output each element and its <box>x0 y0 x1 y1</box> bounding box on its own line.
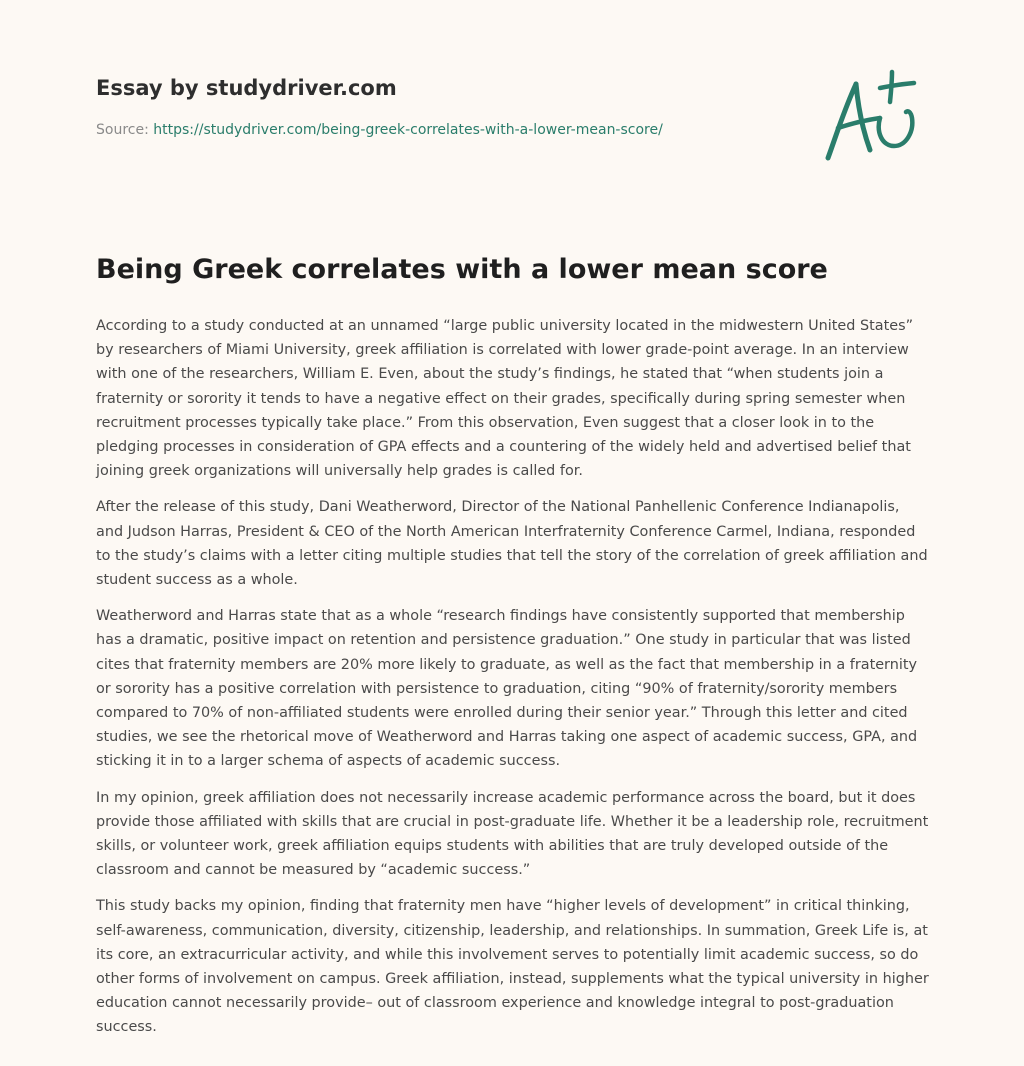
essay-body <box>96 314 930 1052</box>
source-link[interactable]: https://studydriver.com/being-greek-correlates-with-a-lower-mean-score/ <box>153 122 663 138</box>
essay-paragraph: Weatherword and Harras state that as a whole “research findings have consistently supported that membership has a dramatic, positive impact on retention and persistence graduation.” One study in particular that was listed cites that fraternity members are 20% more likely to graduate, as well as the fact that membership in a fraternity or sorority has a positive correlation with persistence to graduation, citing “90% of fraternity/sorority members compared to 70% of non-affiliated students were enrolled during their senior year.” Through this letter and cited studies, we see the rhetorical move of Weatherword and Harras taking one aspect of academic success, GPA, and sticking it in to a larger schema of aspects of academic success. <box>96 608 918 770</box>
page-header <box>96 76 796 138</box>
source-line <box>96 122 796 138</box>
essay-paragraph: In my opinion, greek affiliation does not necessarily increase academic performance across the board, but it does provide those affiliated with skills that are crucial in post-graduate life. Whether it be a leadership role, recruitment skills, or volunteer work, greek affiliation equips students with abilities that are truly developed outside of the classroom and cannot be measured by “academic success.” <box>96 789 929 879</box>
essay-paragraph: According to a study conducted at an unnamed “large public university located in the midwestern United States” by researchers of Miami University, greek affiliation is correlated with lower grade-point average. In an interview with one of the researchers, William E. Even, about the study’s findings, he stated that “when students join a fraternity or sorority it tends to have a negative effect on their grades, specifically during spring semester when recruitment processes typically take place.” From this observation, Even suggest that a closer look in to the pledging processes in consideration of GPA effects and a countering of the widely held and advertised belief that joining greek organizations will universally help grades is called for. <box>96 318 914 480</box>
essay-paragraph: After the release of this study, Dani Weatherword, Director of the National Panhellenic Conference Indianapolis, and Judson Harras, President & CEO of the North American Interfraternity Conference Carmel, Indiana, responded to the study’s claims with a letter citing multiple studies that tell the story of the correlation of greek affiliation and student success as a whole. <box>96 499 928 589</box>
essay-title: Being Greek correlates with a lower mean score <box>96 254 828 285</box>
a-plus-grade-icon <box>818 66 930 166</box>
site-title: Essay by studydriver.com <box>96 76 397 100</box>
essay-paragraph: This study backs my opinion, finding that fraternity men have “higher levels of development” in critical thinking, self-awareness, communication, diversity, citizenship, leadership, and relationships. In summation, Greek Life is, at its core, an extracurricular activity, and while this involvement serves to potentially limit academic success, so do other forms of involvement on campus. Greek affiliation, instead, supplements what the typical university in higher education cannot necessarily provide– out of classroom experience and knowledge integral to post-graduation success. <box>96 898 929 1036</box>
source-label: Source: <box>96 122 149 138</box>
